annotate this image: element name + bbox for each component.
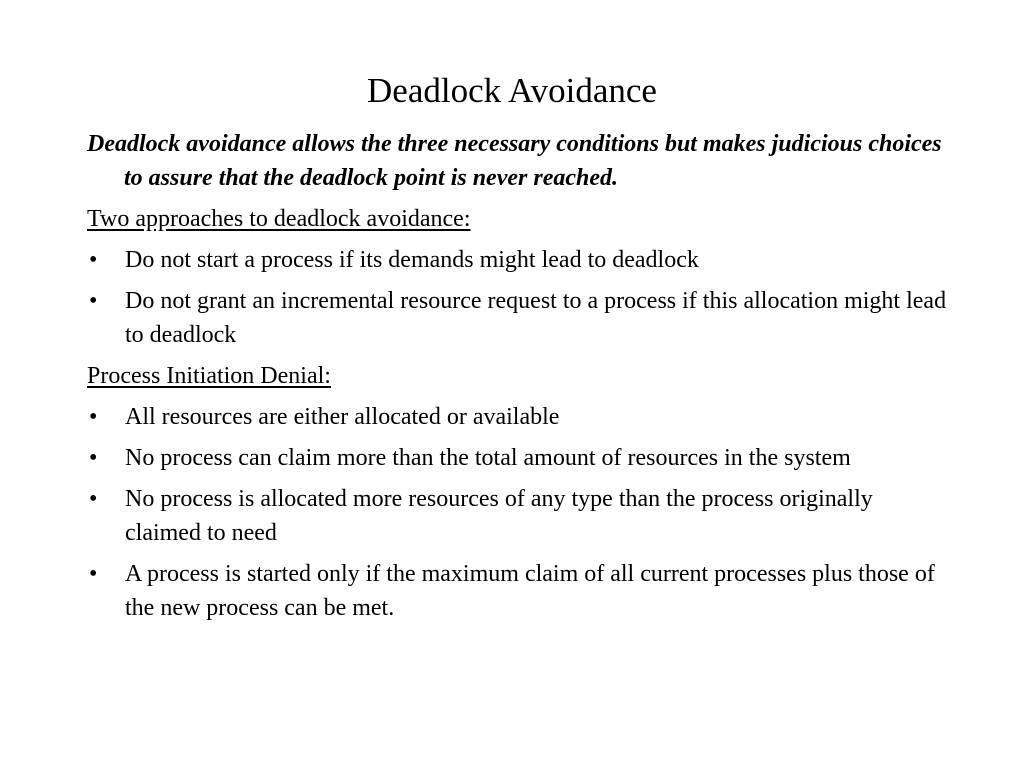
list-item-text: Do not start a process if its demands might lead to deadlock [125, 247, 699, 273]
bullet-icon: • [89, 561, 98, 587]
list-item [87, 400, 947, 434]
list-item-text: No process is allocated more resources of any type than the process originally claimed to need [125, 486, 873, 546]
section-approaches [87, 202, 947, 352]
bullet-list [87, 243, 947, 352]
section-heading: Two approaches to deadlock avoidance: [87, 206, 471, 232]
list-item [87, 284, 947, 352]
list-item [87, 441, 947, 475]
list-item-text: Do not grant an incremental resource request to a process if this allocation might lead to deadlock [125, 288, 947, 348]
intro-paragraph: Deadlock avoidance allows the three necessary conditions but makes judicious choices to assure that the deadlock point is never reached. [87, 131, 942, 191]
bullet-icon: • [89, 247, 98, 273]
list-item [87, 243, 947, 277]
bullet-list [87, 400, 947, 625]
section-process-initiation-denial [87, 359, 947, 625]
bullet-icon: • [89, 404, 98, 430]
bullet-icon: • [89, 486, 98, 512]
list-item-text: No process can claim more than the total amount of resources in the system [125, 445, 851, 471]
slide-title: Deadlock Avoidance [367, 71, 657, 110]
section-heading: Process Initiation Denial: [87, 363, 331, 389]
list-item-text: A process is started only if the maximum claim of all current processes plus those of the new process can be met. [125, 561, 935, 621]
bullet-icon: • [89, 288, 98, 314]
list-item-text: All resources are either allocated or available [125, 404, 560, 430]
list-item [87, 482, 947, 550]
list-item [87, 557, 947, 625]
bullet-icon: • [89, 445, 98, 471]
slide-body [87, 127, 947, 632]
